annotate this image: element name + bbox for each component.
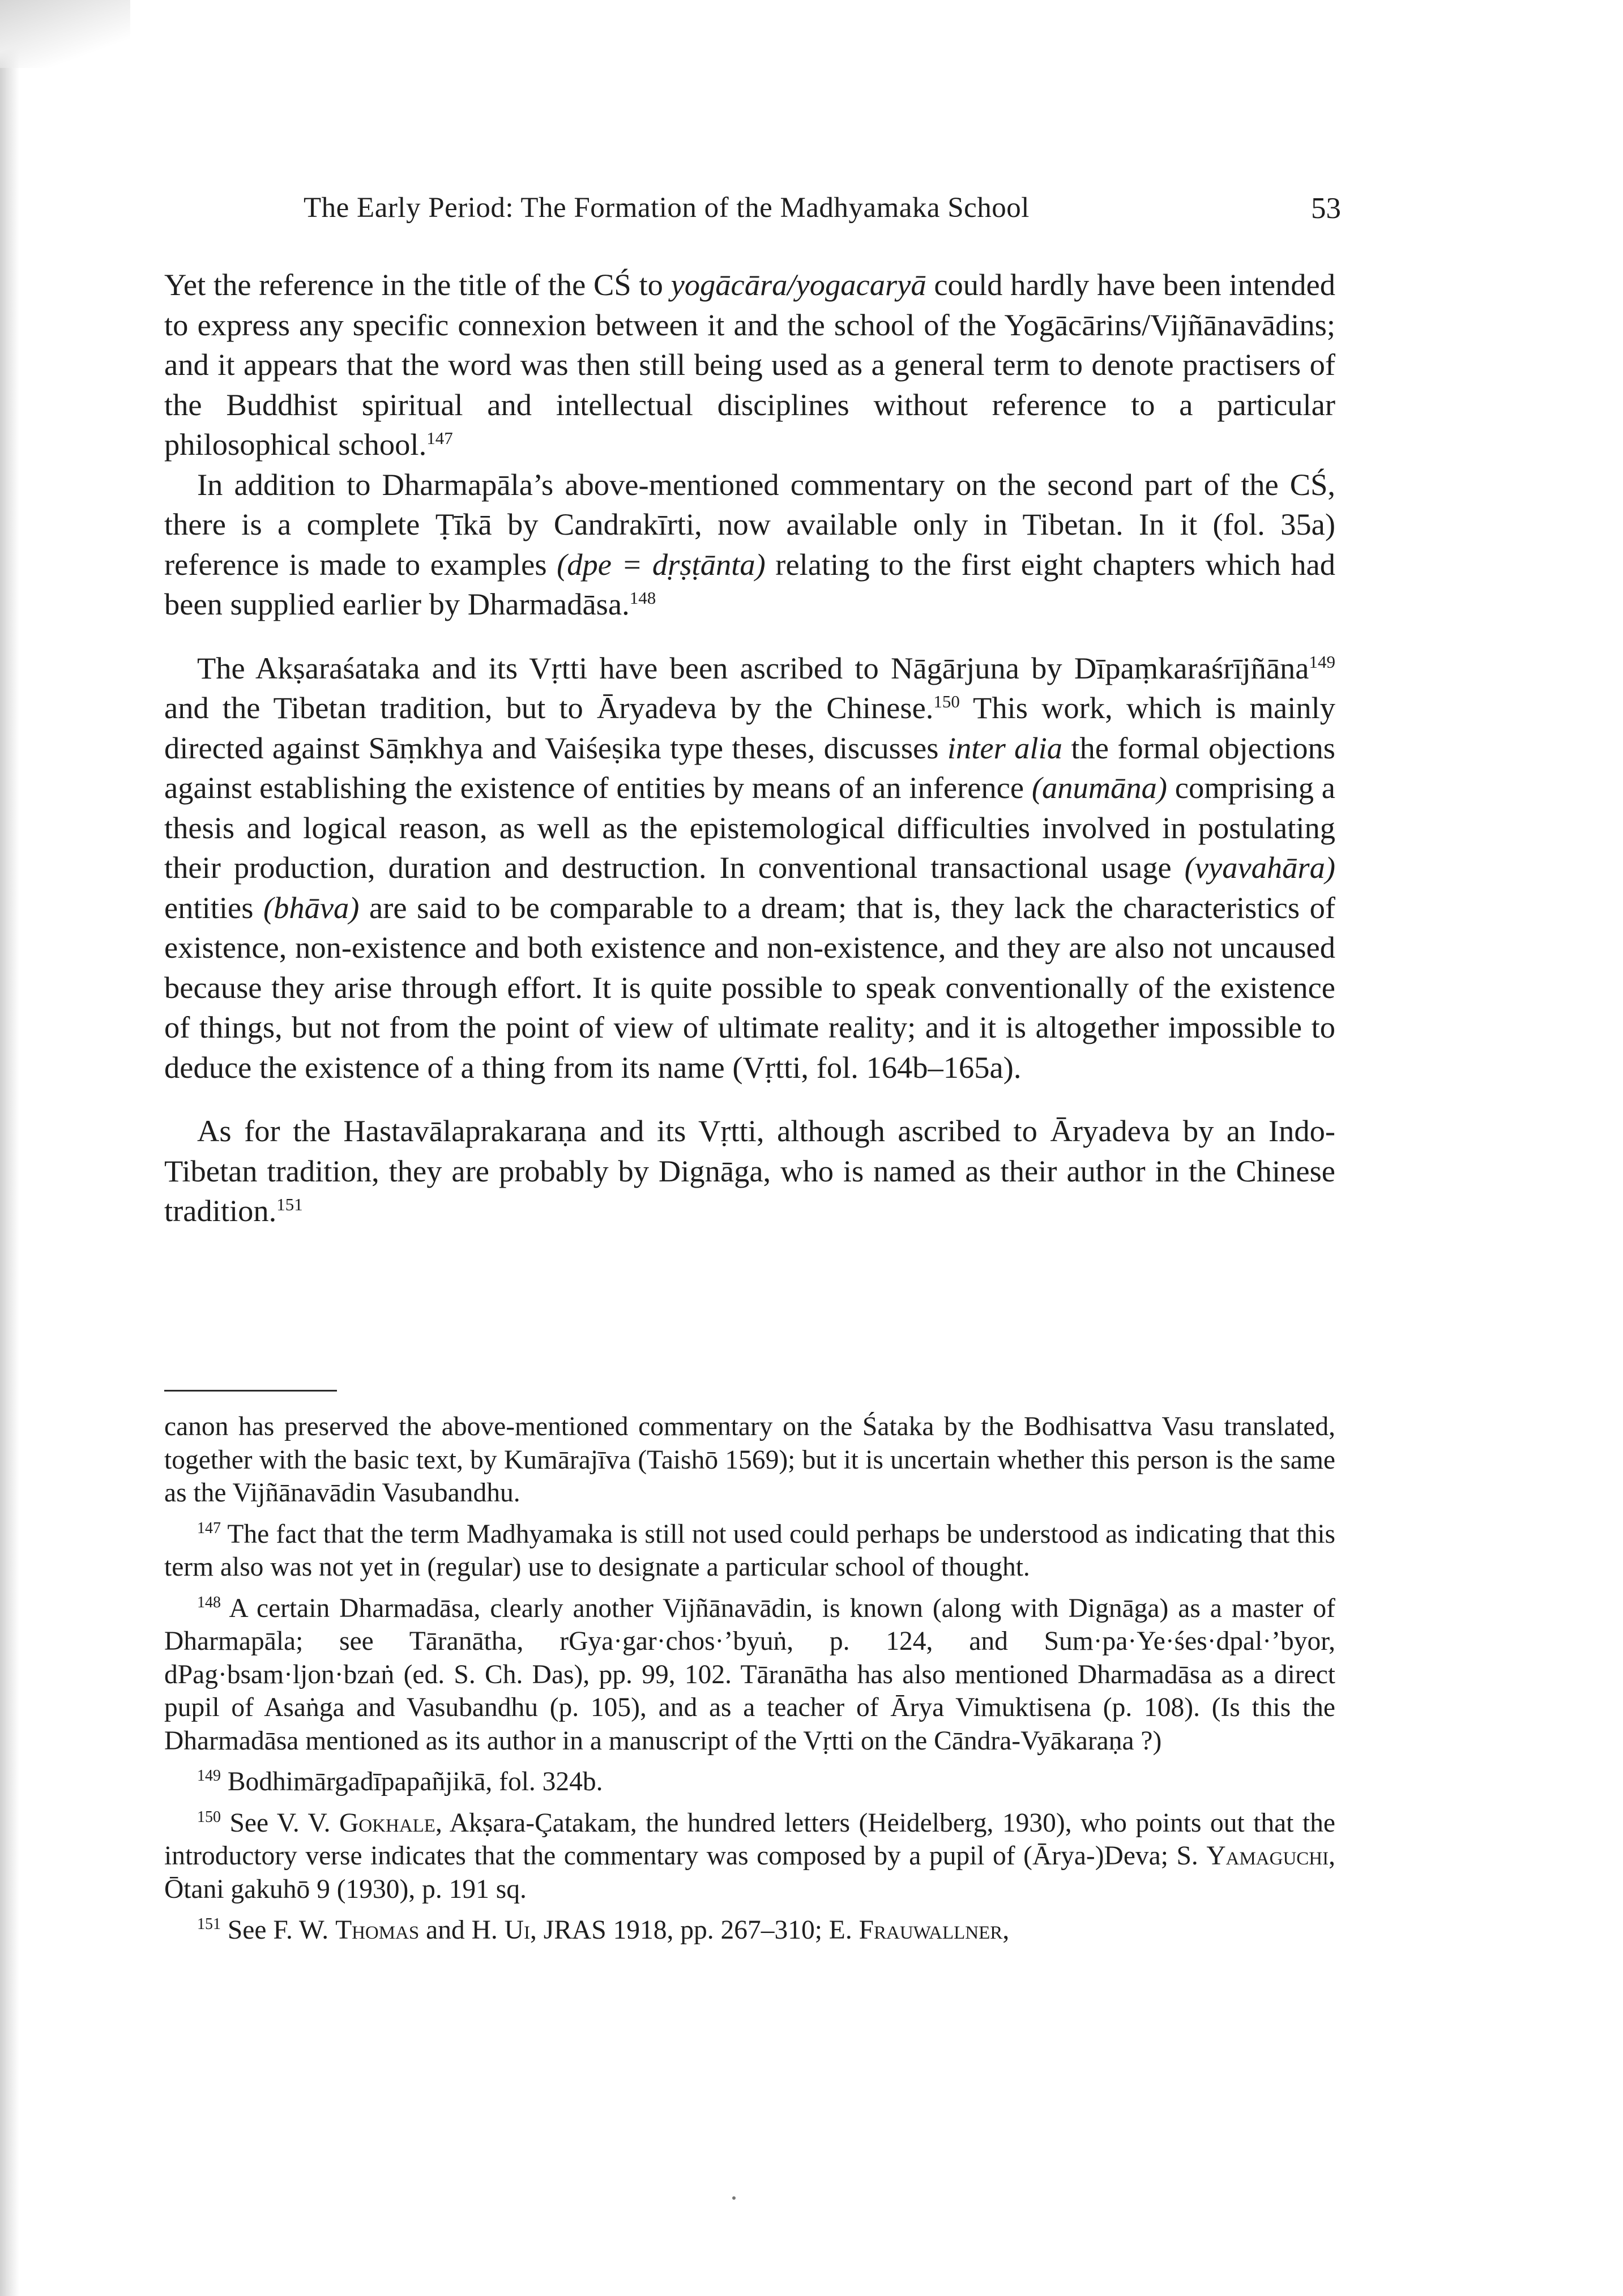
footnote-148 bbox=[164, 1592, 1335, 1758]
text-run: the formal objections against establishing the existence of entities by means of an inference bbox=[164, 730, 1335, 805]
paragraph-3 bbox=[164, 648, 1335, 1088]
footnote-text: , Ōtani gakuhō 9 (1930), p. 191 sq. bbox=[164, 1841, 1335, 1904]
text-run: could hardly have been intended to express any specific connexion between it and the school of the Yogācārins/Vijñānavādins; and it appears that the word was then still being used as a general term to denote practisers of the Buddhist spiritual and intellectual disciplines without reference to a particular philosophical school. bbox=[164, 267, 1335, 462]
paragraph-1 bbox=[164, 265, 1335, 465]
scan-speck bbox=[732, 2196, 736, 2200]
running-head: The Early Period: The Formation of the Madhyamaka School bbox=[304, 192, 1030, 224]
footnote-151 bbox=[164, 1914, 1335, 1947]
footnote-ref-149: 149 bbox=[1309, 651, 1335, 672]
footnote-150 bbox=[164, 1807, 1335, 1906]
text-run: This work, which is mainly directed against Sāṃkhya and Vaiśeṣika type theses, discusses bbox=[164, 690, 1335, 765]
footnote-ref-147: 147 bbox=[426, 428, 453, 448]
footnote-number: 147 bbox=[197, 1519, 221, 1537]
footnote-text: The fact that the term Madhyamaka is still not used could perhaps be understood as indicating that this term also was not yet in (regular) use to designate a particular school of thought. bbox=[164, 1519, 1335, 1582]
footnote-ref-150: 150 bbox=[933, 692, 960, 711]
text-run: In addition to Dharmapāla’s above-mentioned commentary on the second part of the CŚ, there is a complete Ṭīkā by Candrakīrti, now available only in Tibetan. In it (fol. 35a) reference is made to examples bbox=[164, 467, 1335, 582]
footnote-number: 148 bbox=[197, 1593, 221, 1611]
text-run: comprising a thesis and logical reason, as well as the epistemological difficulties involved in postulating their production, duration and destruction. In conventional transactional usage bbox=[164, 770, 1335, 885]
author-name: Gokhale bbox=[339, 1808, 435, 1838]
italic-term: yogācāra/yogacaryā bbox=[670, 267, 926, 302]
footnote-text: canon has preserved the above-mentioned commentary on the Śataka by the Bodhisattva Vasu translated, together with the basic text, by Kumārajīva (Taishō 1569); but it is uncertain whether this person is the same as the Vijñānavādin Vasubandhu. bbox=[164, 1412, 1335, 1508]
author-name: Frauwallner bbox=[859, 1915, 1003, 1945]
footnote-text: A certain Dharmadāsa, clearly another Vijñānavādin, is known (along with Dignāga) as a master of Dharmapāla; see Tāranātha, rGya·gar·chos·’byuṅ, p. 124, and Sum·pa·Ye·śes·dpal·’byor, dPag·bsam·ljon·bzaṅ (ed. S. Ch. Das), pp. 99, 102. Tāranātha has also mentioned Dharmadāsa as a direct pupil of Asaṅga and Vasubandhu (p. 105), and as a teacher of Ārya Vimuktisena (p. 108). (Is this the Dharmadāsa mentioned as its author in a manuscript of the Vṛtti on the Cāndra-Vyākaraṇa ?) bbox=[164, 1593, 1335, 1756]
footnote-continuation bbox=[164, 1410, 1335, 1510]
footnote-text: Bodhimārgadīpapañjikā, fol. 324b. bbox=[221, 1767, 603, 1796]
text-run: relating to the first eight chapters which had been supplied earlier by Dharmadāsa. bbox=[164, 547, 1335, 621]
footnote-text: See F. W. bbox=[221, 1915, 336, 1945]
paragraph-4 bbox=[164, 1111, 1335, 1231]
text-run: As for the Hastavālaprakaraṇa and its Vṛtti, although ascribed to Āryadeva by an Indo-Tibetan tradition, they are probably by Dignāga, who is named as their author in the Chinese tradition. bbox=[164, 1113, 1335, 1228]
text-run: and the Tibetan tradition, but to Āryadeva by the Chinese. bbox=[164, 690, 934, 725]
italic-term: (vyavahāra) bbox=[1184, 850, 1335, 885]
footnote-number: 150 bbox=[197, 1808, 221, 1826]
footnotes bbox=[164, 1410, 1335, 1955]
footnote-text: and H. bbox=[419, 1915, 505, 1945]
footnote-text: , bbox=[1002, 1915, 1010, 1945]
scan-edge-shadow bbox=[0, 0, 19, 2296]
author-name: Thomas bbox=[335, 1915, 420, 1945]
italic-term: (bhāva) bbox=[263, 890, 360, 925]
italic-term: (dpe = dṛṣṭānta) bbox=[557, 547, 766, 582]
footnote-147 bbox=[164, 1518, 1335, 1584]
paragraph-2 bbox=[164, 465, 1335, 625]
text-run: are said to be comparable to a dream; that is, they lack the characteristics of existence, non-existence and both existence and non-existence, and they are also not uncaused because they arise through effort. It is quite possible to speak conventionally of the existence of things, but not from the point of view of ultimate reality; and it is altogether impossible to deduce the existence of a thing from its name (Vṛtti, fol. 164b–165a). bbox=[164, 890, 1335, 1085]
text-run: entities bbox=[164, 890, 263, 925]
author-name: Ui bbox=[504, 1915, 530, 1945]
footnote-text: , Akṣara-Çatakam, the hundred letters (Heidelberg, 1930), who points out that the introductory verse indicates that the commentary was composed by a pupil of (Ārya-)Deva; S. bbox=[164, 1808, 1335, 1871]
footnote-text: See V. V. bbox=[221, 1808, 340, 1838]
main-text bbox=[164, 265, 1335, 1231]
page-number: 53 bbox=[1311, 192, 1341, 225]
footnote-ref-148: 148 bbox=[629, 588, 656, 608]
scan-corner-shadow bbox=[0, 0, 130, 68]
footnote-149 bbox=[164, 1765, 1335, 1799]
page-header bbox=[304, 191, 1341, 237]
italic-term: inter alia bbox=[947, 730, 1062, 765]
footnote-number: 149 bbox=[197, 1767, 221, 1785]
footnote-separator bbox=[164, 1390, 337, 1392]
footnote-ref-151: 151 bbox=[276, 1194, 303, 1214]
footnote-number: 151 bbox=[197, 1915, 221, 1933]
footnote-text: , JRAS 1918, pp. 267–310; E. bbox=[529, 1915, 859, 1945]
italic-term: (anumāna) bbox=[1031, 770, 1167, 805]
text-run: The Akṣaraśataka and its Vṛtti have been ascribed to Nāgārjuna by Dīpaṃkaraśrījñāna bbox=[197, 650, 1309, 685]
text-run: Yet the reference in the title of the CŚ to bbox=[164, 267, 671, 302]
author-name: Yamaguchi bbox=[1206, 1841, 1329, 1871]
